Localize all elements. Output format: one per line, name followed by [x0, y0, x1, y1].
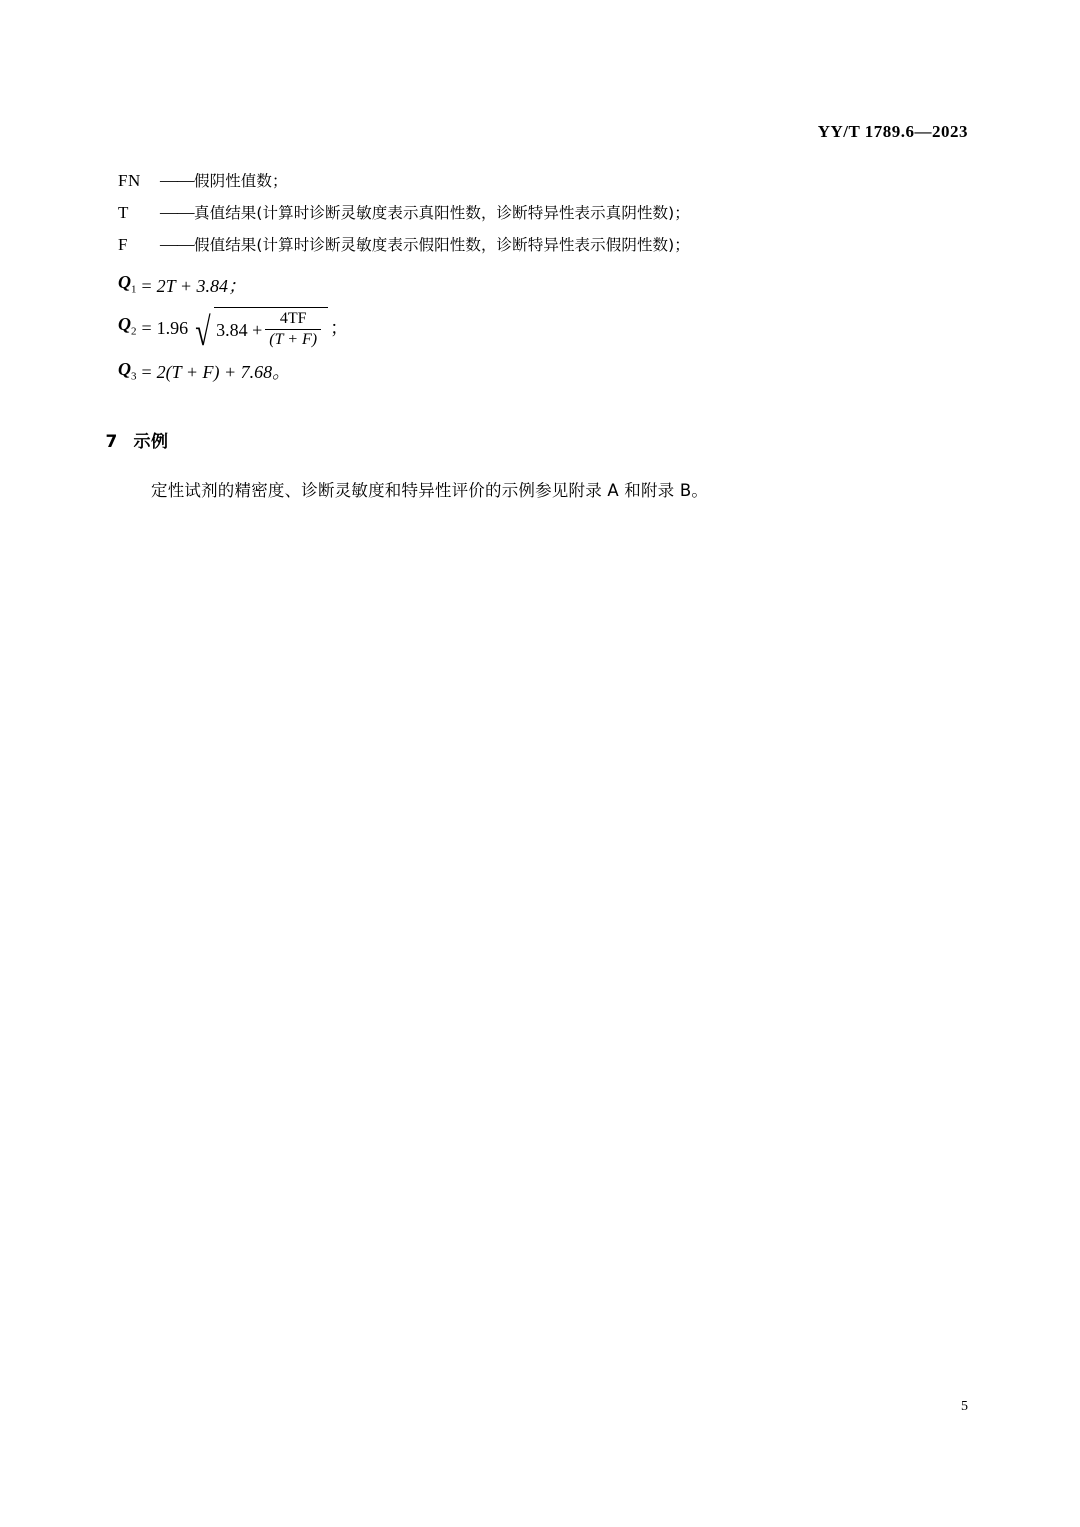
page-number: 5 [961, 1399, 968, 1414]
definition-text: 假阴性值数； [194, 172, 288, 190]
formula-q2-tail: ； [330, 318, 349, 339]
formula-q3-expression: 2(T + F) + 7.68。 [156, 362, 291, 383]
definition-text: 假值结果(计算时诊断灵敏度表示假阳性数，诊断特异性表示假阴性数)； [194, 236, 690, 254]
formula-q3 [118, 354, 963, 392]
page-content [105, 165, 963, 506]
definition-text: 真值结果(计算时诊断灵敏度表示真阳性数，诊断特异性表示真阴性数)； [194, 204, 690, 222]
fraction-denominator: (T + F) [269, 331, 318, 349]
list-item [118, 165, 963, 197]
list-item [118, 229, 963, 261]
formula-q2-coefficient: 1.96 [156, 318, 189, 339]
formula-q3-label: $Q_3$ [118, 358, 137, 383]
formula-block [118, 267, 963, 391]
formula-q2 [118, 307, 963, 354]
square-root-icon [192, 307, 328, 354]
formula-q2-label: $Q_2$ [118, 314, 137, 338]
section-paragraph: 定性试剂的精密度、诊断灵敏度和特异性评价的示例参见附录 A 和附录 B。 [151, 481, 709, 501]
formula-q2-fraction [265, 310, 321, 350]
formula-q1-expression: 2T + 3.84； [156, 275, 246, 296]
formula-q1-label: $Q_1$ [118, 272, 137, 296]
symbol-t: T [118, 203, 129, 222]
definition-dash: —— [160, 202, 194, 222]
definition-dash: —— [160, 234, 194, 254]
formula-q1-equals: = [141, 275, 152, 296]
symbol-definition-list [118, 165, 963, 261]
formula-q2-radicand [214, 307, 328, 350]
symbol-fn: FN [118, 171, 141, 190]
symbol-f: F [118, 235, 129, 254]
formula-q1 [118, 267, 963, 305]
page-header-standard-code: YY/T 1789.6—2023 [817, 122, 968, 141]
formula-q2-equals: = [141, 318, 152, 339]
radical-sign: √ [195, 308, 211, 354]
section-number: 7 [105, 432, 118, 453]
fraction-numerator: 4TF [279, 309, 307, 327]
section-title: 示例 [133, 432, 169, 453]
formula-q2-radicand-lead: 3.84 + [216, 319, 263, 340]
list-item [118, 197, 963, 229]
section-heading [106, 427, 952, 452]
definition-dash: —— [160, 170, 194, 190]
formula-q3-equals: = [141, 362, 152, 383]
